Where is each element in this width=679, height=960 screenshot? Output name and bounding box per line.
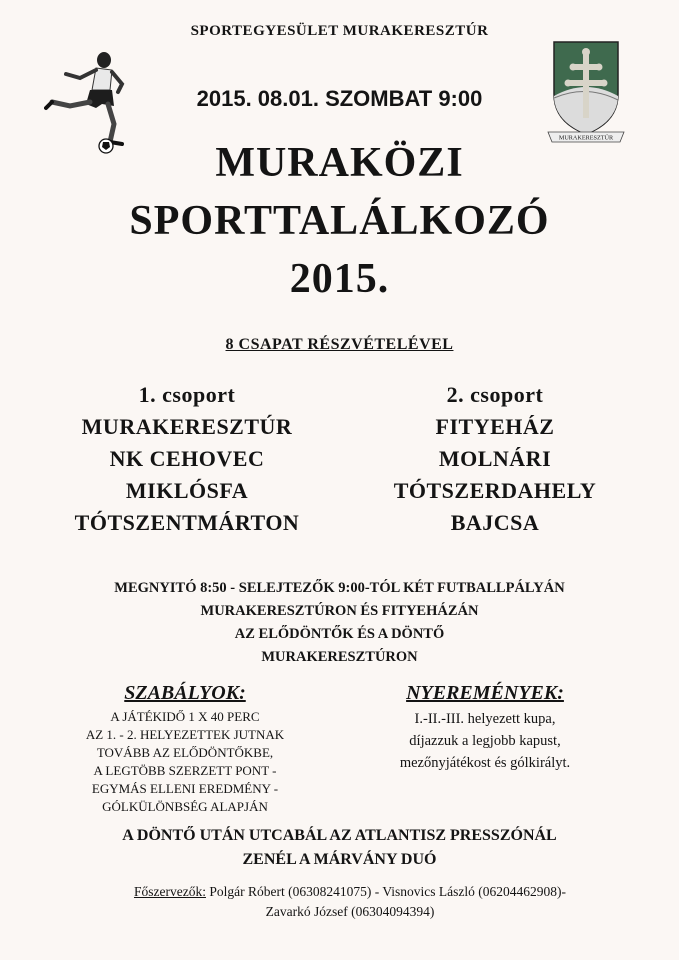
rules-line: A JÁTÉKIDŐ 1 X 40 PERC xyxy=(110,709,260,724)
group-2-team: BAJCSA xyxy=(450,510,540,535)
rules-line: EGYMÁS ELLENI EREDMÉNY - xyxy=(91,781,279,796)
title-line-2: SPORTTALÁLKOZÓ xyxy=(129,198,550,244)
after-party-info xyxy=(0,824,679,872)
group-1-team: MIKLÓSFA xyxy=(125,478,249,503)
schedule-info xyxy=(0,577,679,669)
organizers-names-1: Polgár Róbert (06308241075) - Visnovics László (06204462908)- xyxy=(205,884,566,899)
info-line: AZ ELŐDÖNTŐK ÉS A DÖNTŐ xyxy=(234,626,445,642)
organizers-names-2: Zavarkó József (06304094394) xyxy=(265,904,435,919)
prizes-line: díjazzuk a legjobb kapust, xyxy=(409,733,561,749)
rules-line: GÓLKÜLÖNBSÉG ALAPJÁN xyxy=(102,799,268,814)
organizer-name: SPORTEGYESÜLET MURAKERESZTÚR xyxy=(190,23,489,39)
group-1-heading: 1. csoport xyxy=(138,382,236,407)
rules-heading: SZABÁLYOK: xyxy=(124,682,246,704)
rules-section xyxy=(60,680,310,816)
info-line: MEGNYITÓ 8:50 - SELEJTEZŐK 9:00-TÓL KÉT FUTBALLPÁLYÁN xyxy=(114,580,565,596)
prizes-heading: NYEREMÉNYEK: xyxy=(406,682,564,704)
organizers-line-1 xyxy=(80,882,620,902)
party-line: ZENÉL A MÁRVÁNY DUÓ xyxy=(242,851,437,868)
organizers-label: Főszervezők: xyxy=(133,884,206,899)
group-1-team: MURAKERESZTÚR xyxy=(81,414,293,439)
group-2-heading: 2. csoport xyxy=(446,382,544,407)
prizes-line: I.-II.-III. helyezett kupa, xyxy=(414,711,556,727)
prizes-section xyxy=(340,680,630,774)
group-1-team: NK CEHOVEC xyxy=(109,446,265,471)
title-line-3: 2015. xyxy=(289,256,390,302)
coat-of-arms-icon xyxy=(546,38,626,148)
group-2-team: TÓTSZERDAHELY xyxy=(393,478,597,503)
group-2 xyxy=(345,379,645,539)
organizers-contacts xyxy=(80,882,620,922)
info-line: MURAKERESZTÚRON xyxy=(261,649,418,665)
rules-line: TOVÁBB AZ ELŐDÖNTŐKBE, xyxy=(96,745,274,760)
rules-line: AZ 1. - 2. HELYEZETTEK JUTNAK xyxy=(85,727,285,742)
teams-count-subtitle: 8 CSAPAT RÉSZVÉTELÉVEL xyxy=(225,336,454,353)
group-2-team: FITYEHÁZ xyxy=(435,414,555,439)
rules-line: A LEGTÖBB SZERZETT PONT - xyxy=(93,763,277,778)
info-line: MURAKERESZTÚRON ÉS FITYEHÁZÁN xyxy=(200,603,479,619)
prizes-line: mezőnyjátékost és gólkirályt. xyxy=(399,755,571,771)
party-line: A DÖNTŐ UTÁN UTCABÁL AZ ATLANTISZ PRESSZÓNÁL xyxy=(122,827,557,844)
group-2-team: MOLNÁRI xyxy=(438,446,552,471)
crest-banner-text: MURAKERESZTÚR xyxy=(558,134,614,142)
group-1-team: TÓTSZENTMÁRTON xyxy=(74,510,300,535)
event-title xyxy=(0,140,679,302)
group-1 xyxy=(37,379,337,539)
title-line-1: MURAKÖZI xyxy=(215,140,464,186)
event-datetime: 2015. 08.01. SZOMBAT 9:00 xyxy=(196,86,483,111)
